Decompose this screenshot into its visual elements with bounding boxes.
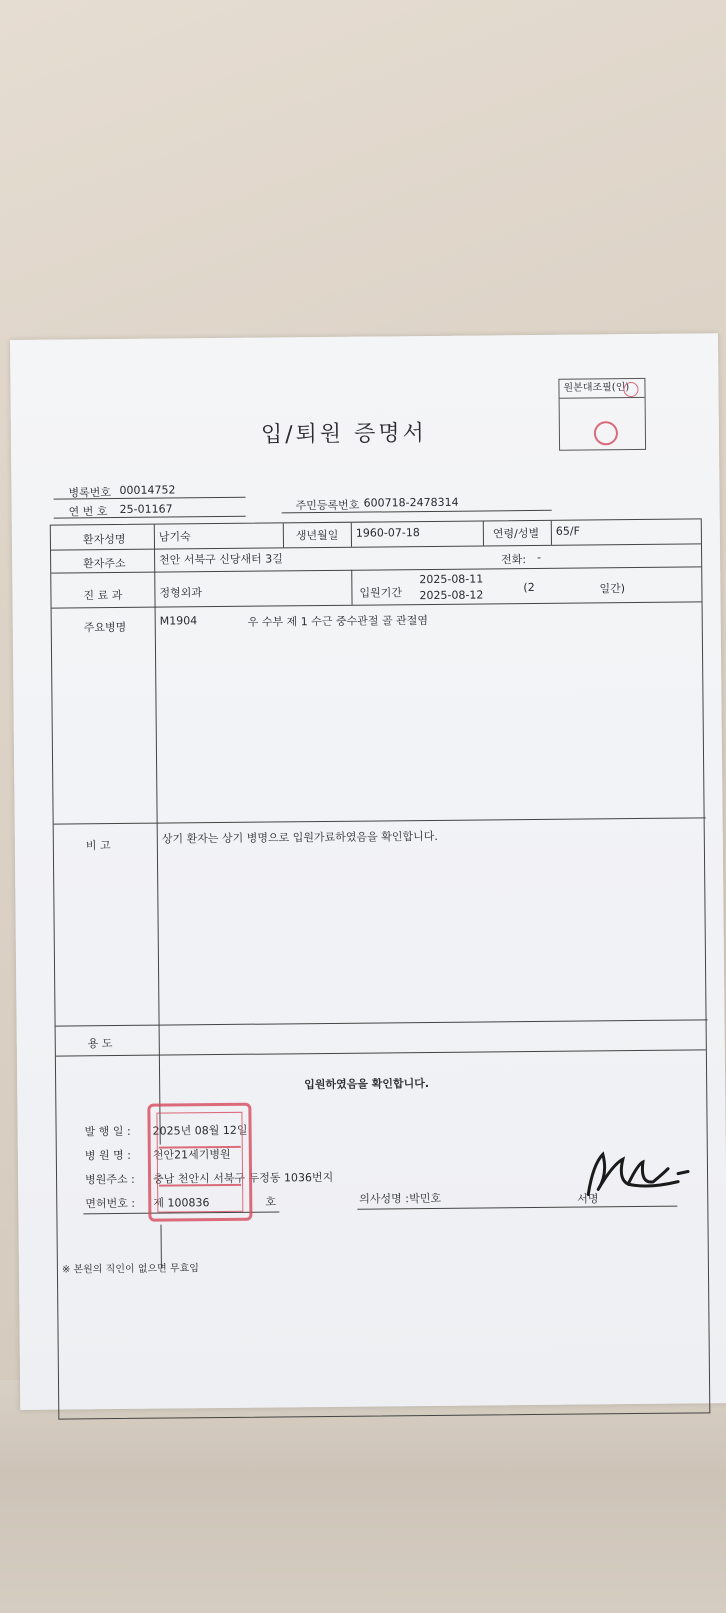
diagnosis: 우 수부 제 1 수근 중수관절 골 관절염 — [247, 614, 429, 629]
license-label: 면허번호 : — [85, 1196, 136, 1211]
license-suffix: 호 — [265, 1195, 276, 1209]
doctor-signature-icon — [568, 1143, 699, 1204]
hospital-label: 병 원 명 : — [84, 1148, 131, 1163]
diagnosis-label: 주요병명 — [83, 620, 127, 635]
record-no: 00014752 — [119, 483, 176, 497]
days-unit: 일간) — [599, 582, 626, 596]
row-divider — [51, 566, 701, 573]
row-divider — [159, 1019, 708, 1025]
col-divider — [551, 521, 552, 545]
diagnosis-code: M1904 — [159, 614, 198, 628]
period-end: 2025-08-12 — [419, 588, 484, 603]
col-divider — [351, 570, 352, 605]
hosp-addr: 충남 천안시 서북구 두정동 1036번지 — [152, 1170, 334, 1186]
age-sex-label: 연령/성별 — [492, 526, 540, 541]
phone: - — [537, 550, 542, 564]
certificate-paper — [10, 333, 726, 1410]
row-divider — [56, 1049, 706, 1056]
col-divider — [483, 521, 484, 545]
row-divider — [54, 823, 157, 825]
doctor-label: 의사성명 : — [359, 1192, 410, 1206]
birth: 1960-07-18 — [355, 526, 420, 540]
resident-no: 600718-2478314 — [363, 495, 459, 510]
original-verification-box — [558, 378, 646, 451]
small-seal-icon — [623, 382, 638, 397]
period-start: 2025-08-11 — [419, 572, 484, 587]
dept: 정형외과 — [159, 586, 203, 600]
sign-label: 서명 — [577, 1192, 599, 1206]
issue-date-label: 발 행 일 : — [84, 1124, 131, 1139]
dept-label: 진 료 과 — [83, 588, 123, 603]
record-no-label: 병록번호 — [68, 486, 112, 500]
document-title: 입/퇴원 증명서 — [260, 421, 427, 448]
verification-seal-icon — [594, 421, 618, 445]
issue-date: 2025년 08월 12일 — [152, 1123, 248, 1138]
remarks-label: 비 고 — [85, 839, 111, 853]
license-no: 제 100836 — [153, 1196, 210, 1210]
days: (2 — [523, 580, 535, 595]
certificate-table — [50, 518, 711, 1419]
purpose-label: 용 도 — [87, 1037, 113, 1051]
verification-label: 원본대조필(인) — [559, 379, 644, 399]
col-divider — [351, 523, 352, 547]
serial-no-label: 연 번 호 — [68, 505, 108, 519]
remarks: 상기 환자는 상기 병명으로 입원가료하였음을 확인합니다. — [161, 829, 438, 846]
period-label: 입원기간 — [359, 586, 403, 600]
row-divider — [51, 543, 701, 550]
patient-name: 남기숙 — [158, 530, 191, 544]
address: 천안 서북구 신당새터 3길 — [159, 552, 283, 567]
row-divider — [56, 1025, 159, 1027]
hospital-name: 천안21세기병원 — [152, 1147, 231, 1162]
hospital-seal-icon — [147, 1103, 252, 1222]
row-divider — [157, 817, 706, 823]
col-divider — [283, 523, 284, 547]
serial-no: 25-01167 — [119, 502, 173, 516]
confirm-text: 입원하였음을 확인합니다. — [304, 1077, 430, 1092]
address-label: 환자주소 — [83, 556, 126, 571]
age-sex: 65/F — [555, 524, 580, 538]
footer-note: ※ 본원의 직인이 없으면 무효임 — [61, 1263, 199, 1276]
patient-name-label: 환자성명 — [82, 532, 126, 547]
hosp-addr-label: 병원주소 : — [85, 1172, 135, 1187]
birth-label: 생년월일 — [295, 528, 339, 543]
phone-label: 전화: — [501, 553, 527, 567]
resident-no-label: 주민등록번호 — [295, 498, 360, 513]
row-divider — [52, 601, 702, 608]
doctor-name: 박민호 — [409, 1191, 442, 1206]
